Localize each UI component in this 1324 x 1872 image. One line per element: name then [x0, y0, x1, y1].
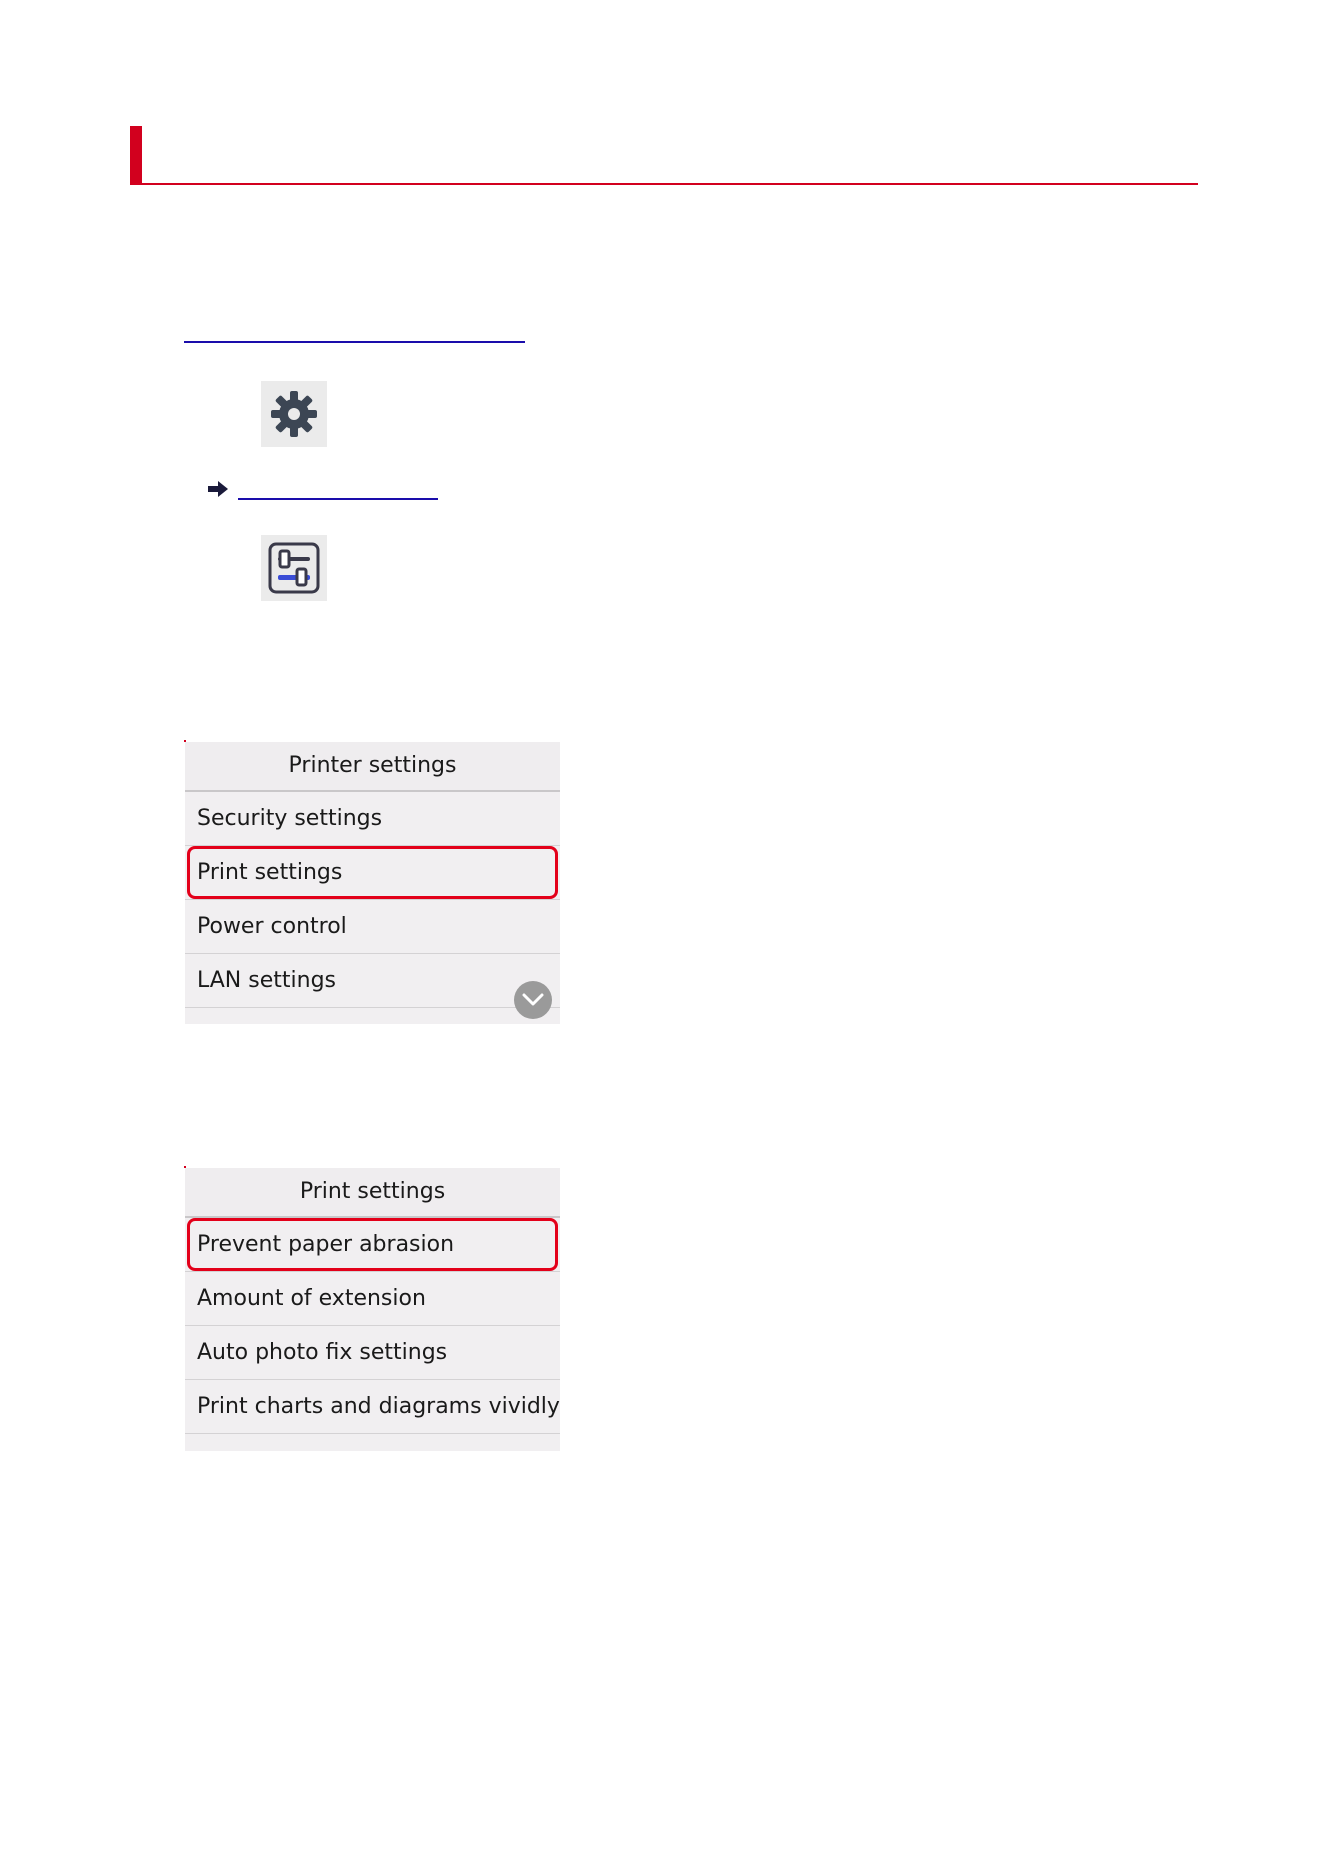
reference-link-underline[interactable] [238, 498, 438, 500]
chevron-down-icon [522, 993, 544, 1007]
setup-icon-button [261, 381, 327, 447]
menu-item-prevent-paper-abrasion[interactable]: Prevent paper abrasion [185, 1218, 560, 1272]
menu-item-lan-settings[interactable]: LAN settings [185, 954, 560, 1008]
reference-link[interactable] [208, 474, 438, 504]
menu-item-print-settings[interactable]: Print settings [185, 846, 560, 900]
menu-item-amount-of-extension[interactable]: Amount of extension [185, 1272, 560, 1326]
screen-title: Print settings [185, 1168, 560, 1218]
gear-icon [266, 386, 322, 442]
screen-title: Printer settings [185, 742, 560, 792]
blank-link-underline[interactable] [184, 341, 525, 343]
heading-accent-bar [130, 126, 142, 184]
sliders-icon [268, 542, 320, 594]
menu-item-security-settings[interactable]: Security settings [185, 792, 560, 846]
scroll-down-button[interactable] [514, 981, 552, 1019]
printer-settings-screen [185, 742, 560, 1024]
arrow-right-icon [208, 481, 228, 497]
heading-rule [130, 183, 1198, 185]
menu-item-power-control[interactable]: Power control [185, 900, 560, 954]
menu-item-auto-photo-fix-settings[interactable]: Auto photo fix settings [185, 1326, 560, 1380]
menu-item-print-charts-vividly[interactable]: Print charts and diagrams vividly [185, 1380, 560, 1434]
print-settings-screen [185, 1168, 560, 1451]
device-settings-icon-button [261, 535, 327, 601]
